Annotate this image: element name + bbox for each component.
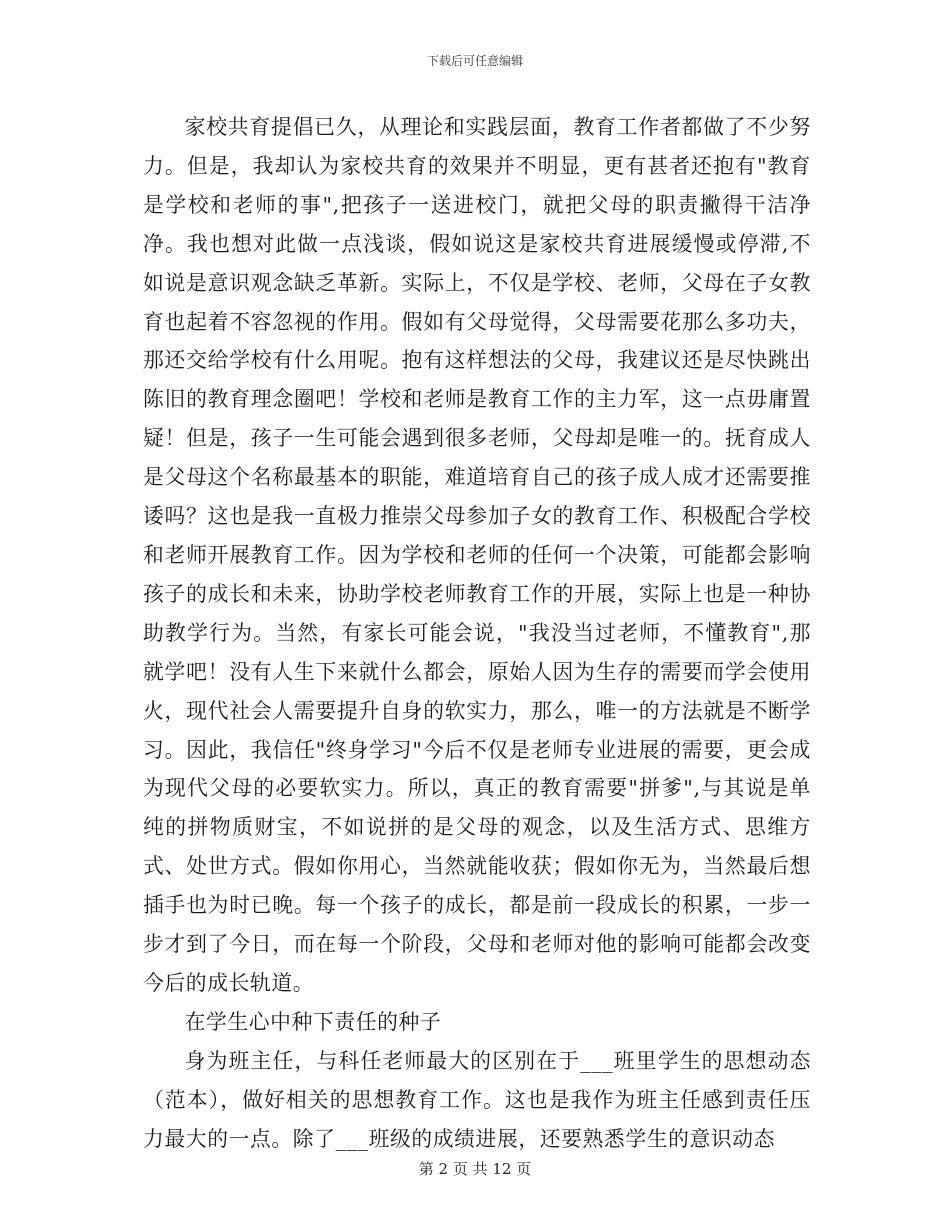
- paragraph-home-school-education: 家校共育提倡已久，从理论和实践层面，教育工作者都做了不少努力。但是，我却认为家校共育的效果并不明显，更有甚者还抱有"教育是学校和老师的事",把孩子一送进校门，就把父母的职责撇得干洁净净。我也想对此做一点浅谈，假如说这是家校共育进展缓慢或停滞,不如说是意识观念缺乏革新。实际上，不仅是学校、老师，父母在子女教育也起着不容忽视的作用。假如有父母觉得，父母需要花那么多功夫，那还交给学校有什么用呢。抱有这样想法的父母，我建议还是尽快跳出陈旧的教育理念圈吧！学校和老师是教育工作的主力军，这一点毋庸置疑！但是，孩子一生可能会遇到很多老师，父母却是唯一的。抚育成人是父母这个名称最基本的职能，难道培育自己的孩子成人成才还需要推诿吗？这也是我一直极力推崇父母参加子女的教育工作、积极配合学校和老师开展教育工作。因为学校和老师的任何一个决策，可能都会影响孩子的成长和未来，协助学校老师教育工作的开展，实际上也是一种协助教学行为。当然，有家长可能会说，"我没当过老师，不懂教育",那就学吧！没有人生下来就什么都会，原始人因为生存的需要而学会使用火，现代社会人需要提升自身的软实力，那么，唯一的方法就是不断学习。因此，我信任"终身学习"今后不仅是老师专业进展的需要，更会成为现代父母的必要软实力。所以，真正的教育需要"拼爹",与其说是单纯的拼物质财宝，不如说拼的是父母的观念，以及生活方式、思维方式、处世方式。假如你用心，当然就能收获；假如你无为，当然最后想插手也为时已晚。每一个孩子的成长，都是前一段成长的积累，一步一步才到了今日，而在每一个阶段，父母和老师对他的影响可能都会改变今后的成长轨道。: [143, 115, 811, 995]
- paragraph-class-teacher: 身为班主任，与科任老师最大的区别在于___班里学生的思想动态（范本），做好相关的思想教育工作。这也是我作为班主任感到责任压力最大的一点。除了___班级的成绩进展，还要熟悉学生的意识动态: [143, 1048, 811, 1151]
- document-body: [143, 108, 811, 1158]
- page-number-footer: 第 2 页 共 12 页: [418, 1160, 532, 1178]
- section-heading: 在学生心中种下责任的种子: [184, 1009, 442, 1034]
- page-header: 下载后可任意编辑: [426, 54, 523, 68]
